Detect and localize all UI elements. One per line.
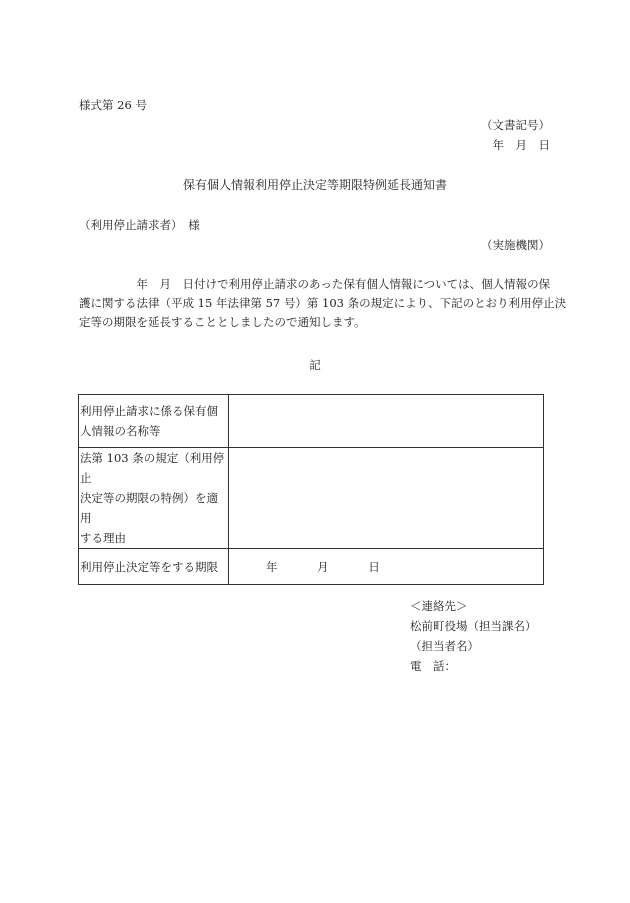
table-row bbox=[79, 395, 544, 448]
deadline-month: 月 bbox=[317, 559, 329, 574]
contact-office: 松前町役場（担当課名） bbox=[410, 619, 537, 633]
row-label-reason bbox=[79, 448, 229, 549]
contact-person: （担当者名） bbox=[410, 639, 479, 653]
label-line: 人情報の名称等 bbox=[80, 424, 161, 438]
contact-phone: 電 話： bbox=[410, 659, 456, 673]
body-line: 護に関する法律（平成 15 年法律第 57 号）第 103 条の規定により、下記のとおり利用停止決 bbox=[79, 296, 567, 310]
body-paragraph bbox=[79, 275, 567, 332]
details-table bbox=[78, 394, 544, 585]
table-row bbox=[79, 448, 544, 549]
document-title: 保有個人情報利用停止決定等期限特例延長通知書 bbox=[182, 178, 447, 192]
row-label-deadline: 利用停止決定等をする期限 bbox=[79, 549, 229, 585]
form-number: 様式第 26 号 bbox=[79, 98, 147, 112]
label-line: 法第 103 条の規定（利用停止 bbox=[80, 451, 225, 485]
document-number: （文書記号） bbox=[481, 118, 550, 132]
value-cell-deadline[interactable] bbox=[229, 549, 544, 585]
document-date: 年 月 日 bbox=[492, 138, 550, 152]
addressee: （利用停止請求者） 様 bbox=[79, 218, 200, 232]
label-line: する理由 bbox=[80, 531, 126, 545]
issuer: （実施機関） bbox=[481, 238, 550, 252]
deadline-day: 日 bbox=[368, 559, 380, 574]
ki-heading: 記 bbox=[309, 358, 321, 372]
value-cell-personal-info[interactable] bbox=[229, 395, 544, 448]
body-line: 定等の期限を延長することとしましたので通知します。 bbox=[79, 315, 366, 329]
body-line: 年 月 日付けで利用停止請求のあった保有個人情報については、個人情報の保 bbox=[79, 277, 551, 291]
row-label-personal-info bbox=[79, 395, 229, 448]
contact-heading: ＜連絡先＞ bbox=[410, 599, 468, 613]
label-line: 利用停止請求に係る保有個 bbox=[80, 404, 218, 418]
value-cell-reason[interactable] bbox=[229, 448, 544, 549]
label-line: 決定等の期限の特例）を適用 bbox=[80, 491, 218, 525]
deadline-year: 年 bbox=[266, 559, 278, 574]
table-row bbox=[79, 549, 544, 585]
